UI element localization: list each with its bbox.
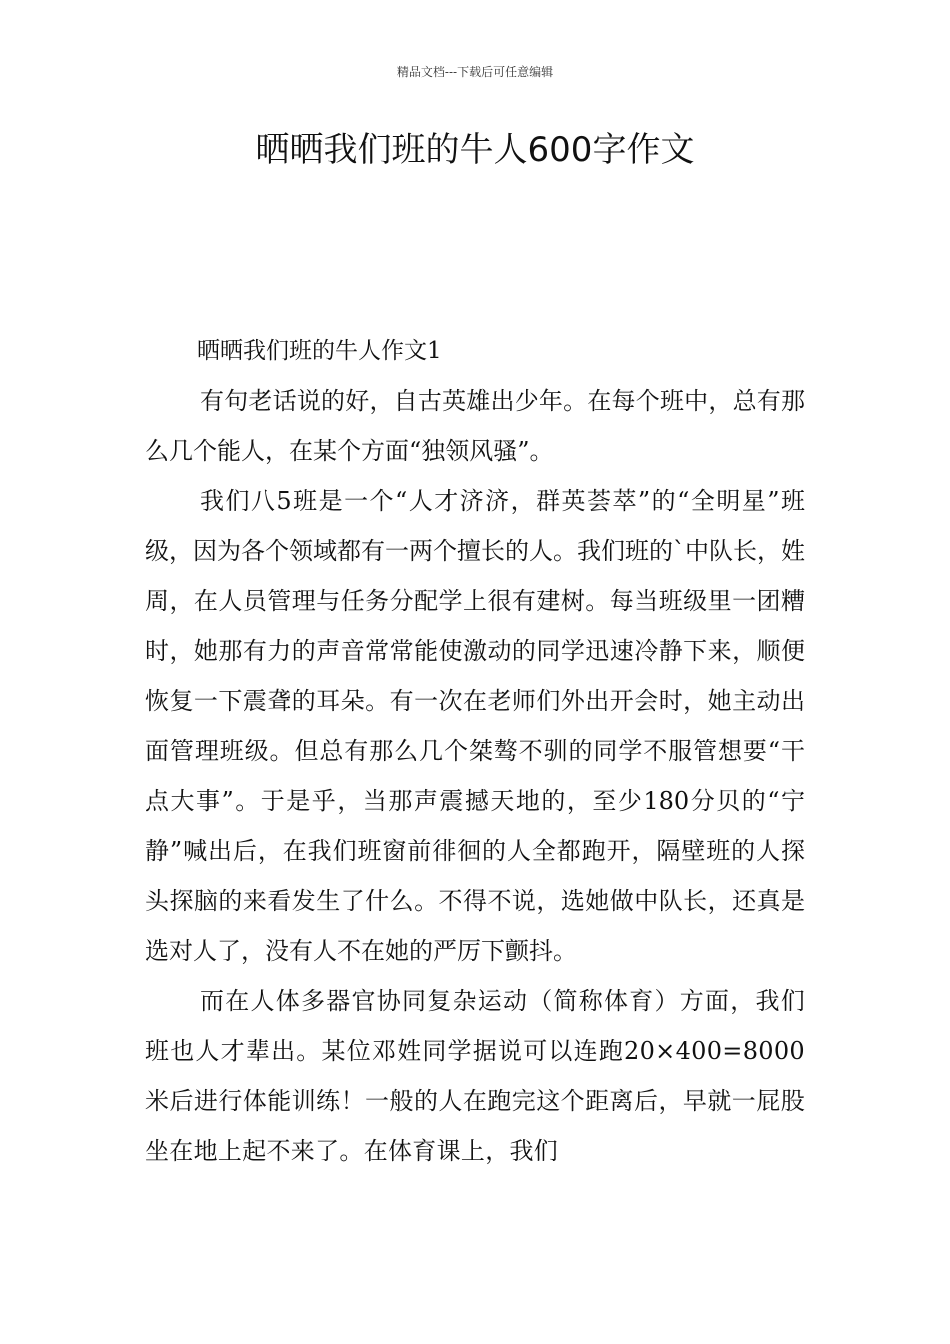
paragraph-3: 而在人体多器官协同复杂运动（简称体育）方面，我们班也人才辈出。某位邓姓同学据说可以连跑20×400=8000米后进行体能训练！一般的人在跑完这个距离后，早就一屁股坐在地上起不来了。在体育课上，我们 bbox=[145, 987, 805, 1165]
page-header-note: 精品文档---下载后可任意编辑 bbox=[396, 65, 554, 79]
essay-heading: 晒晒我们班的牛人作文1 bbox=[197, 338, 442, 364]
document-title: 晒晒我们班的牛人600字作文 bbox=[255, 130, 695, 170]
document-body bbox=[145, 326, 805, 1176]
paragraph-2: 我们八5班是一个“人才济济，群英荟萃”的“全明星”班级，因为各个领域都有一两个擅长的人。我们班的`中队长，姓周，在人员管理与任务分配学上很有建树。每当班级里一团糟时，她那有力的声音常常能使激动的同学迅速冷静下来，顺便恢复一下震聋的耳朵。有一次在老师们外出开会时，她主动出面管理班级。但总有那么几个桀骜不驯的同学不服管想要“干点大事”。于是乎，当那声震撼天地的，至少180分贝的“宁静”喊出后，在我们班窗前徘徊的人全都跑开，隔壁班的人探头探脑的来看发生了什么。不得不说，选她做中队长，还真是选对人了，没有人不在她的严厉下颤抖。 bbox=[145, 487, 805, 965]
paragraph-1: 有句老话说的好，自古英雄出少年。在每个班中，总有那么几个能人，在某个方面“独领风骚”。 bbox=[145, 387, 805, 465]
